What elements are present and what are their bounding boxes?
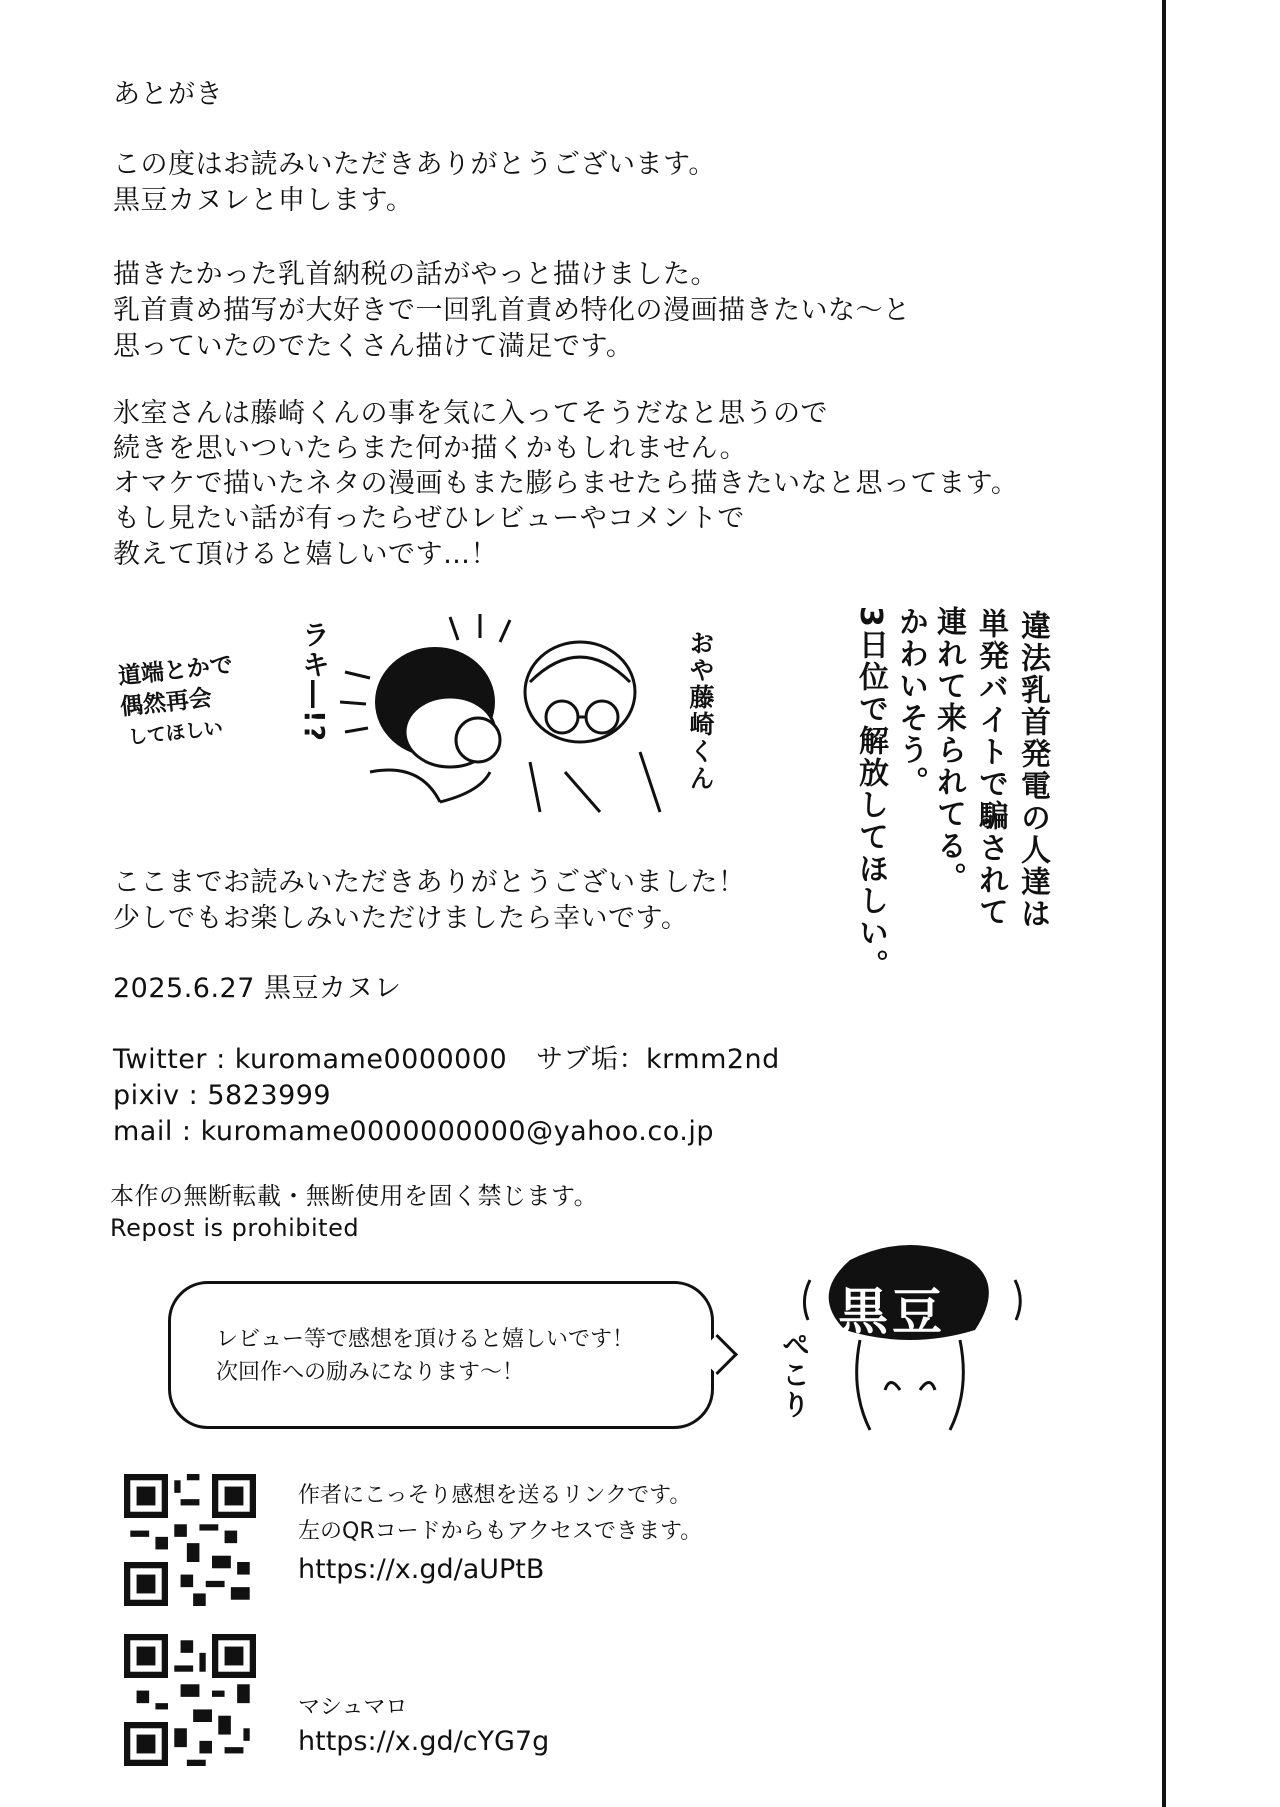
qr-code-2[interactable] bbox=[124, 1634, 256, 1766]
para2-line3: 思っていたのでたくさん描けて満足です。 bbox=[113, 331, 634, 362]
para3-line5: 教えて頂けると嬉しいです…！ bbox=[113, 539, 498, 570]
notice-en: Repost is prohibited bbox=[110, 1214, 360, 1242]
para1-line2: 黒豆カヌレと申します。 bbox=[113, 185, 414, 216]
contact-sub-account: サブ垢：krmm2nd bbox=[536, 1044, 780, 1075]
vertical-note-3: 連れて来られてる。 bbox=[931, 606, 966, 894]
para3-line3: オマケで描いたネタの漫画もまた膨らませたら描きたいなと思ってます。 bbox=[113, 468, 1019, 499]
closing-line2: 少しでもお楽しみいただけましたら幸いです。 bbox=[113, 903, 689, 934]
vertical-note-2: 単発バイトで騙されて bbox=[973, 608, 1008, 928]
para2-line2: 乳首責め描写が大好きで一回乳首責め特化の漫画描きたいな〜と bbox=[113, 295, 911, 326]
caption-left-2: 偶然再会 bbox=[118, 685, 214, 721]
para2-line1: 描きたかった乳首納税の話がやっと描けました。 bbox=[113, 259, 718, 290]
bubble-line2: 次回作への励みになります〜！ bbox=[216, 1360, 525, 1385]
speech-text: おや藤崎くん bbox=[686, 630, 715, 792]
caption-left-3: してほしい bbox=[127, 717, 224, 749]
qr1-url[interactable]: https://x.gd/aUPtB bbox=[298, 1554, 545, 1585]
qr1-line2: 左のQRコードからもアクセスできます。 bbox=[298, 1519, 703, 1544]
qr1-line1: 作者にこっそり感想を送るリンクです。 bbox=[298, 1483, 692, 1508]
mascot-label: 黒豆 bbox=[838, 1283, 946, 1341]
vertical-note-1: 違法乳首発電の人達は bbox=[1015, 610, 1050, 930]
caption-left-1: 道端とかで bbox=[116, 652, 235, 690]
para1-line1: この度はお読みいただきありがとうございます。 bbox=[113, 149, 716, 180]
para3-line4: もし見たい話が有ったらぜひレビューやコメントで bbox=[113, 503, 745, 534]
shout-text: ラキ―!? bbox=[298, 620, 331, 744]
characters-drawing bbox=[340, 612, 700, 822]
vertical-note-4: かわいそう。 bbox=[893, 606, 928, 798]
signature: 2025.6.27 黒豆カヌレ bbox=[113, 973, 402, 1004]
para3-line1: 氷室さんは藤崎くんの事を気に入ってそうだなと思うので bbox=[113, 398, 828, 429]
heading: あとがき bbox=[113, 79, 223, 110]
qr2-label: マシュマロ bbox=[298, 1695, 408, 1720]
mascot-bow: ぺこり bbox=[778, 1330, 811, 1420]
vertical-note-5: 3日位で解放してほしい。 bbox=[853, 606, 888, 981]
notice-jp: 本作の無断転載・無断使用を固く禁じます。 bbox=[110, 1182, 599, 1210]
contact-pixiv: pixiv : 5823999 bbox=[113, 1080, 332, 1111]
contact-mail: mail : kuromame0000000000@yahoo.co.jp bbox=[113, 1116, 714, 1147]
qr-code-1[interactable] bbox=[124, 1474, 256, 1606]
bubble-line1: レビュー等で感想を頂けると嬉しいです！ bbox=[216, 1327, 635, 1352]
para3-line2: 続きを思いついたらまた何か描くかもしれません。 bbox=[113, 433, 748, 464]
page-border bbox=[1162, 0, 1166, 1807]
qr2-url[interactable]: https://x.gd/cYG7g bbox=[298, 1726, 550, 1757]
contact-twitter: Twitter : kuromame0000000 bbox=[113, 1044, 508, 1075]
closing-line1: ここまでお読みいただきありがとうございました！ bbox=[113, 867, 746, 898]
